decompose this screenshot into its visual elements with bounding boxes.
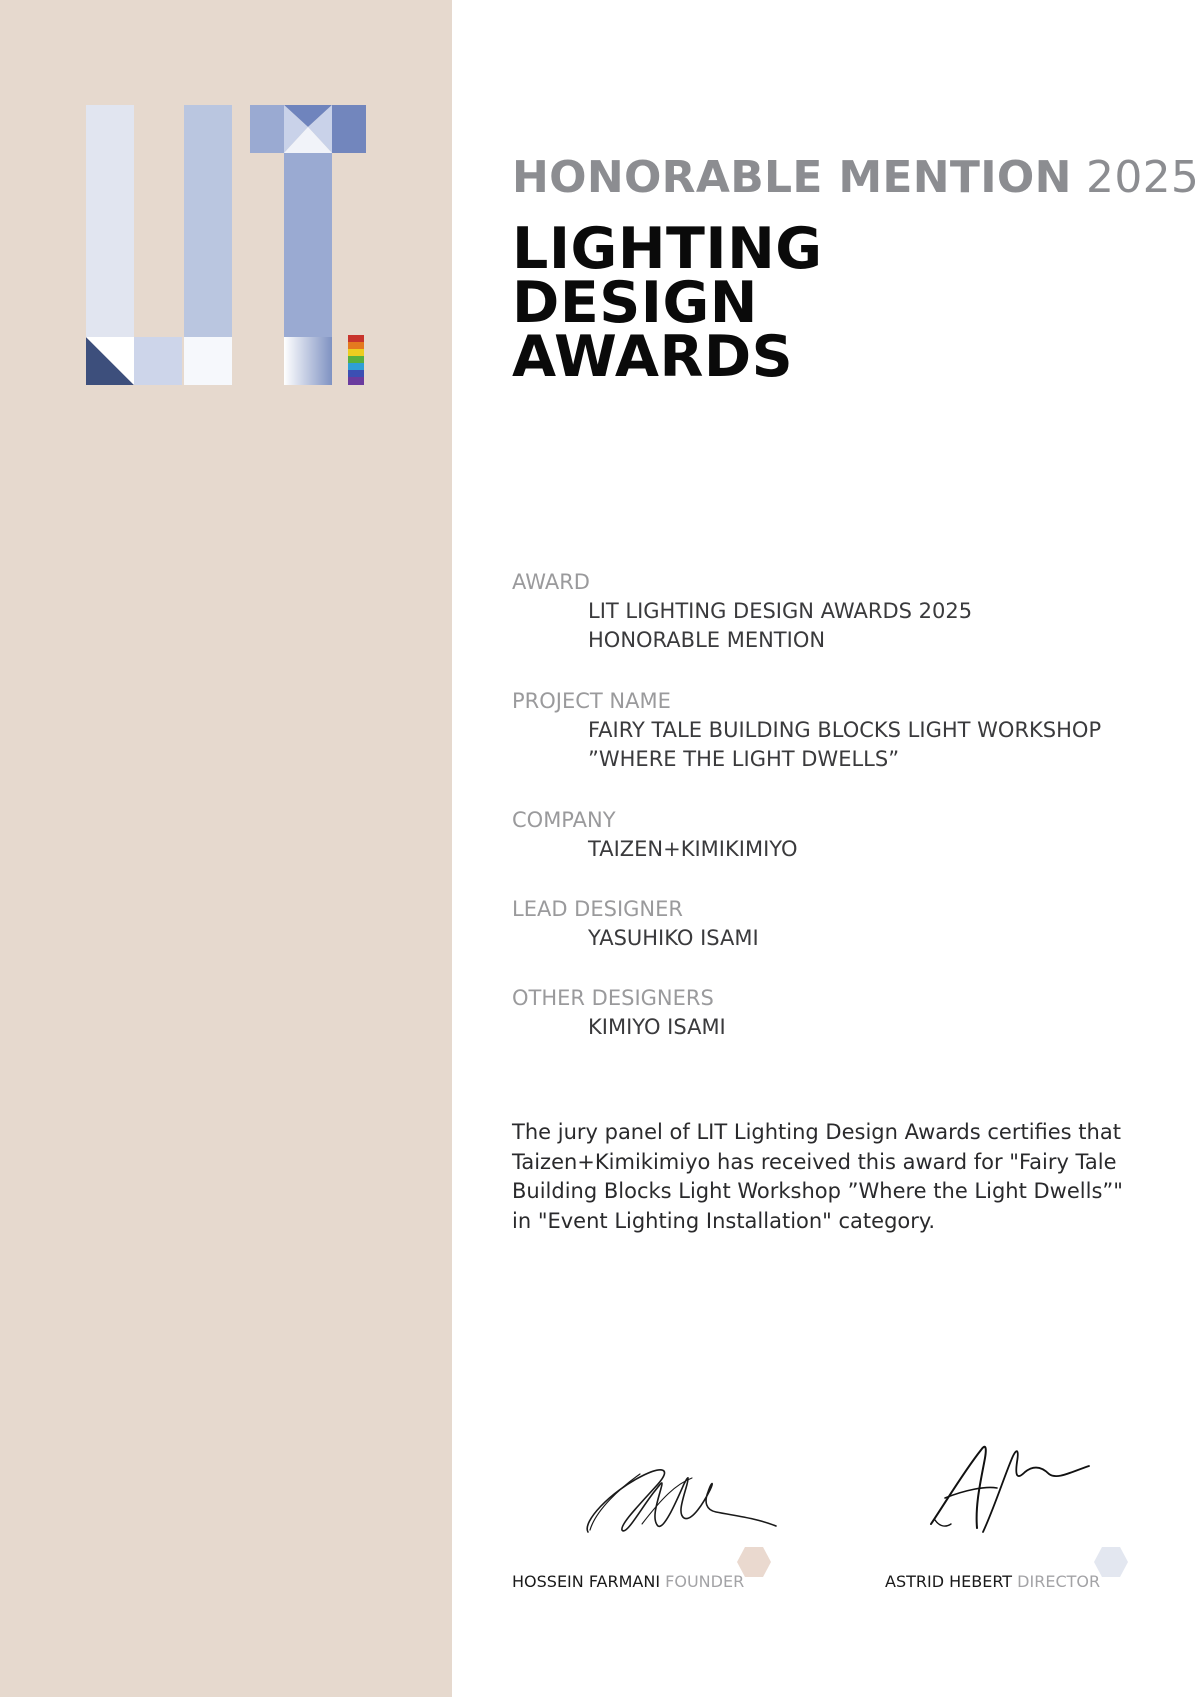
project-name-field xyxy=(512,687,1152,774)
lit-logo xyxy=(86,105,366,385)
director-signature-block xyxy=(885,1440,1145,1590)
founder-signature-block xyxy=(512,1440,832,1590)
founder-role: FOUNDER xyxy=(665,1572,745,1591)
lead-designer-label: LEAD DESIGNER xyxy=(512,897,683,921)
other-designers-label: OTHER DESIGNERS xyxy=(512,986,714,1010)
award-value: HONORABLE MENTION xyxy=(588,628,826,652)
lead-designer-field xyxy=(512,895,1152,953)
director-signature xyxy=(925,1428,1105,1538)
hexagon-badge xyxy=(736,1546,772,1578)
company-label: COMPANY xyxy=(512,808,616,832)
mention-heading xyxy=(512,148,1199,208)
certificate-content xyxy=(512,0,1200,1697)
other-designers-value: KIMIYO ISAMI xyxy=(588,1015,726,1039)
certification-statement: The jury panel of LIT Lighting Design Awards certifies that Taizen+Kimikimiyo has received this award for "Fairy Tale Building Blocks Light Workshop ”Where the Light Dwells”" in "Event Lighting Installation" category. xyxy=(512,1120,1123,1233)
company-value: TAIZEN+KIMIKIMIYO xyxy=(588,837,798,861)
director-name: ASTRID HEBERT xyxy=(885,1572,1013,1591)
title-line: LIGHTING xyxy=(512,216,823,282)
founder-name: HOSSEIN FARMANI xyxy=(512,1572,661,1591)
project-name-value: FAIRY TALE BUILDING BLOCKS LIGHT WORKSHOP xyxy=(588,718,1102,742)
project-name-value: ”WHERE THE LIGHT DWELLS” xyxy=(588,747,900,771)
title-line: AWARDS xyxy=(512,324,794,390)
sidebar-panel xyxy=(0,0,452,1697)
other-designers-field xyxy=(512,984,1152,1042)
page-title xyxy=(512,216,823,390)
award-field xyxy=(512,568,1152,655)
lead-designer-value: YASUHIKO ISAMI xyxy=(588,926,759,950)
mention-label: HONORABLE MENTION xyxy=(512,152,1072,203)
founder-caption xyxy=(512,1572,744,1592)
award-label: AWARD xyxy=(512,570,590,594)
project-name-label: PROJECT NAME xyxy=(512,689,671,713)
hexagon-badge xyxy=(1093,1546,1129,1578)
founder-signature xyxy=(580,1440,780,1540)
award-year: 2025 xyxy=(1086,152,1200,203)
award-value: LIT LIGHTING DESIGN AWARDS 2025 xyxy=(588,599,973,623)
title-line: DESIGN xyxy=(512,270,759,336)
company-field xyxy=(512,806,1152,864)
director-caption xyxy=(885,1572,1100,1592)
director-role: DIRECTOR xyxy=(1017,1572,1101,1591)
